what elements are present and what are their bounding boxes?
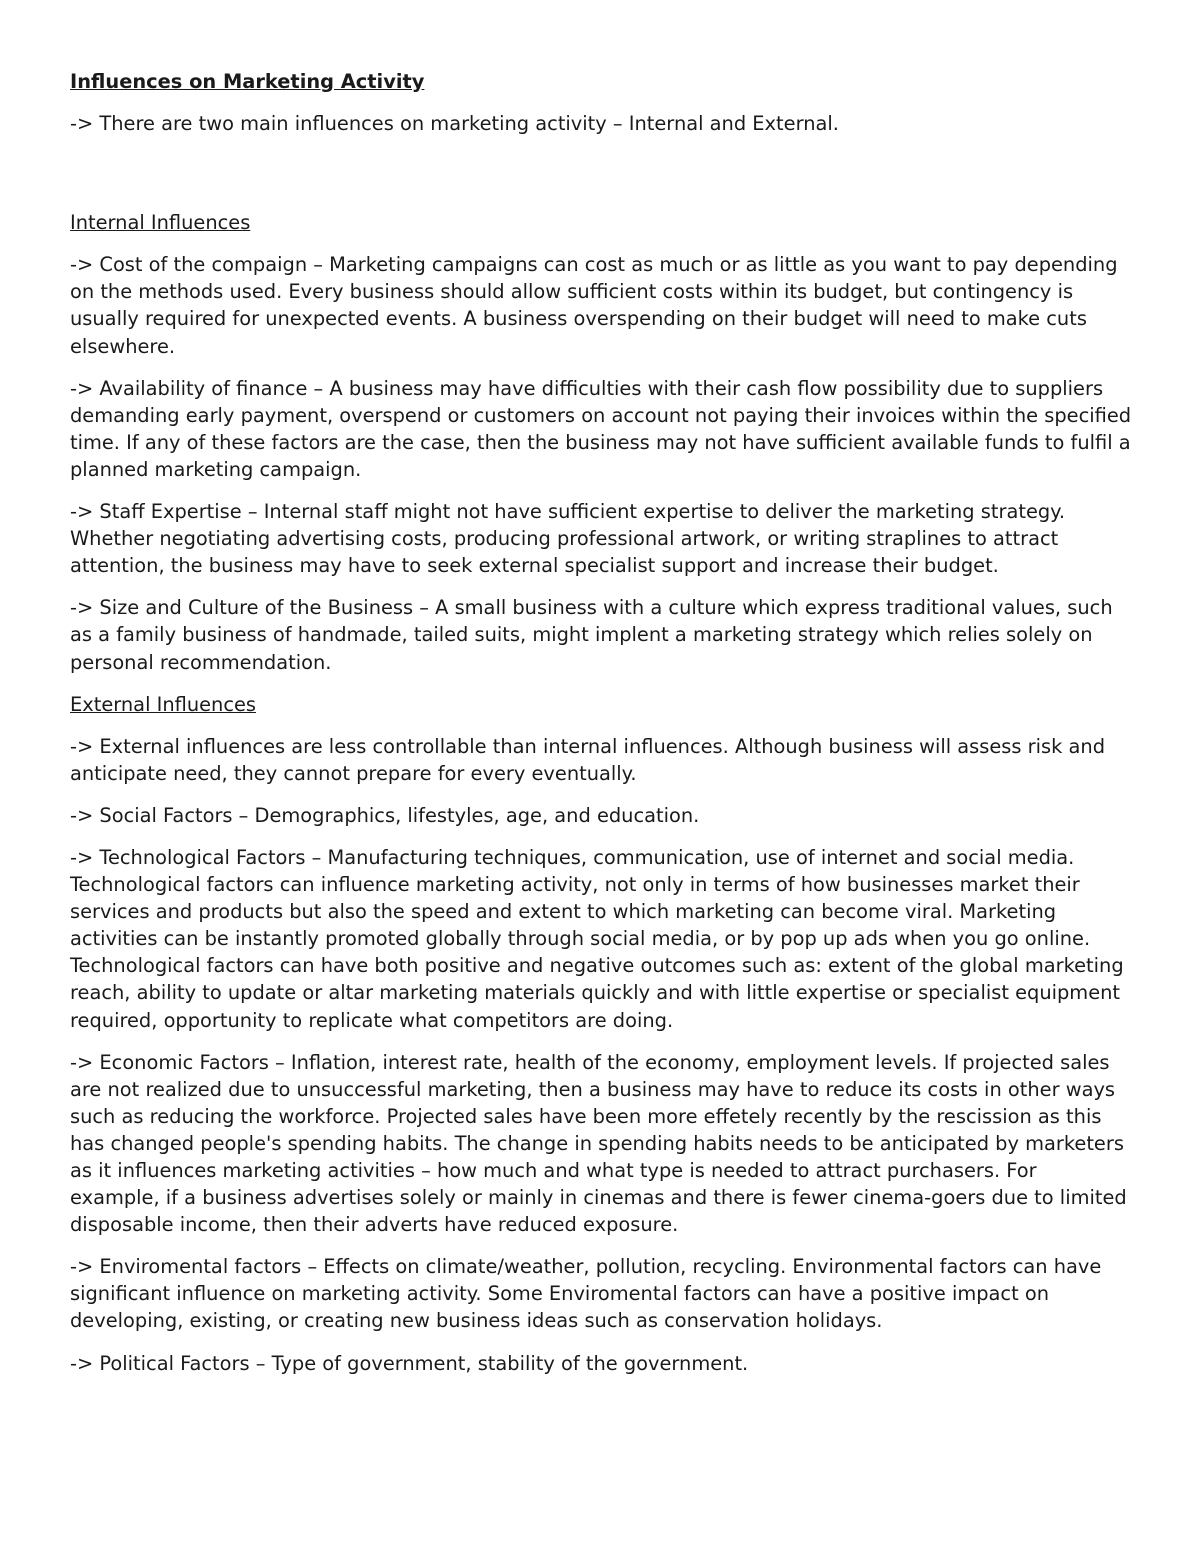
paragraph-availability-of-finance: -> Availability of finance – A business may have difficulties with their cash flow possibility due to suppliers demanding early payment, overspend or customers on account not paying their invoices within the specified time. If any of these factors are the case, then the business may not have sufficient available funds to fulfil a planned marketing campaign.: [70, 376, 1132, 481]
paragraph-size-and-culture: -> Size and Culture of the Business – A small business with a culture which express traditional values, such as a family business of handmade, tailed suits, might implent a marketing strategy which relies solely on personal recommendation.: [70, 596, 1113, 674]
document-title: Influences on Marketing Activity: [70, 70, 425, 93]
paragraph-staff-expertise: -> Staff Expertise – Internal staff might not have sufficient expertise to deliver the marketing strategy. Whether negotiating advertising costs, producing professional artwork, or writing straplines to attract attention, the business may have to seek external specialist support and increase their budget.: [70, 500, 1066, 578]
section-heading-external: External Influences: [70, 692, 257, 716]
spacer: [70, 152, 1132, 209]
paragraph-social-factors: -> Social Factors – Demographics, lifestyles, age, and education.: [70, 803, 700, 827]
paragraph-political-factors: -> Political Factors – Type of government, stability of the government.: [70, 1351, 749, 1375]
paragraph-environmental-factors: -> Enviromental factors – Effects on climate/weather, pollution, recycling. Environmental factors can have significant influence on marketing activity. Some Enviromental factors can have a positive impact on developing, existing, or creating new business ideas such as conservation holidays.: [70, 1255, 1102, 1333]
document-page: [70, 68, 1132, 1392]
paragraph-technological-factors: -> Technological Factors – Manufacturing techniques, communication, use of internet and social media. Technological factors can influence marketing activity, not only in terms of how businesses market their services and products but also the speed and extent to which marketing can become viral. Marketing activities can be instantly promoted globally through social media, or by pop up ads when you go online. Technological factors can have both positive and negative outcomes such as: extent of the global marketing reach, ability to update or altar marketing materials quickly and with little expertise or specialist equipment required, opportunity to replicate what competitors are doing.: [70, 845, 1124, 1032]
paragraph-external-overview: -> External influences are less controllable than internal influences. Although business will assess risk and anticipate need, they cannot prepare for every eventually.: [70, 734, 1106, 785]
intro-paragraph: -> There are two main influences on marketing activity – Internal and External.: [70, 112, 839, 136]
paragraph-economic-factors: -> Economic Factors – Inflation, interest rate, health of the economy, employment levels. If projected sales are not realized due to unsuccessful marketing, then a business may have to reduce its costs in other ways such as reducing the workforce. Projected sales have been more effetely recently by the rescission as this has changed people's spending habits. The change in spending habits needs to be anticipated by marketers as it influences marketing activities – how much and what type is needed to attract purchasers. For example, if a business advertises solely or mainly in cinemas and there is fewer cinema-goers due to limited disposable income, then their adverts have reduced exposure.: [70, 1050, 1127, 1237]
paragraph-cost-of-campaign: -> Cost of the compaign – Marketing campaigns can cost as much or as little as you want to pay depending on the methods used. Every business should allow sufficient costs within its budget, but contingency is usually required for unexpected events. A business overspending on their budget will need to make cuts elsewhere.: [70, 253, 1118, 358]
section-heading-internal: Internal Influences: [70, 211, 251, 235]
